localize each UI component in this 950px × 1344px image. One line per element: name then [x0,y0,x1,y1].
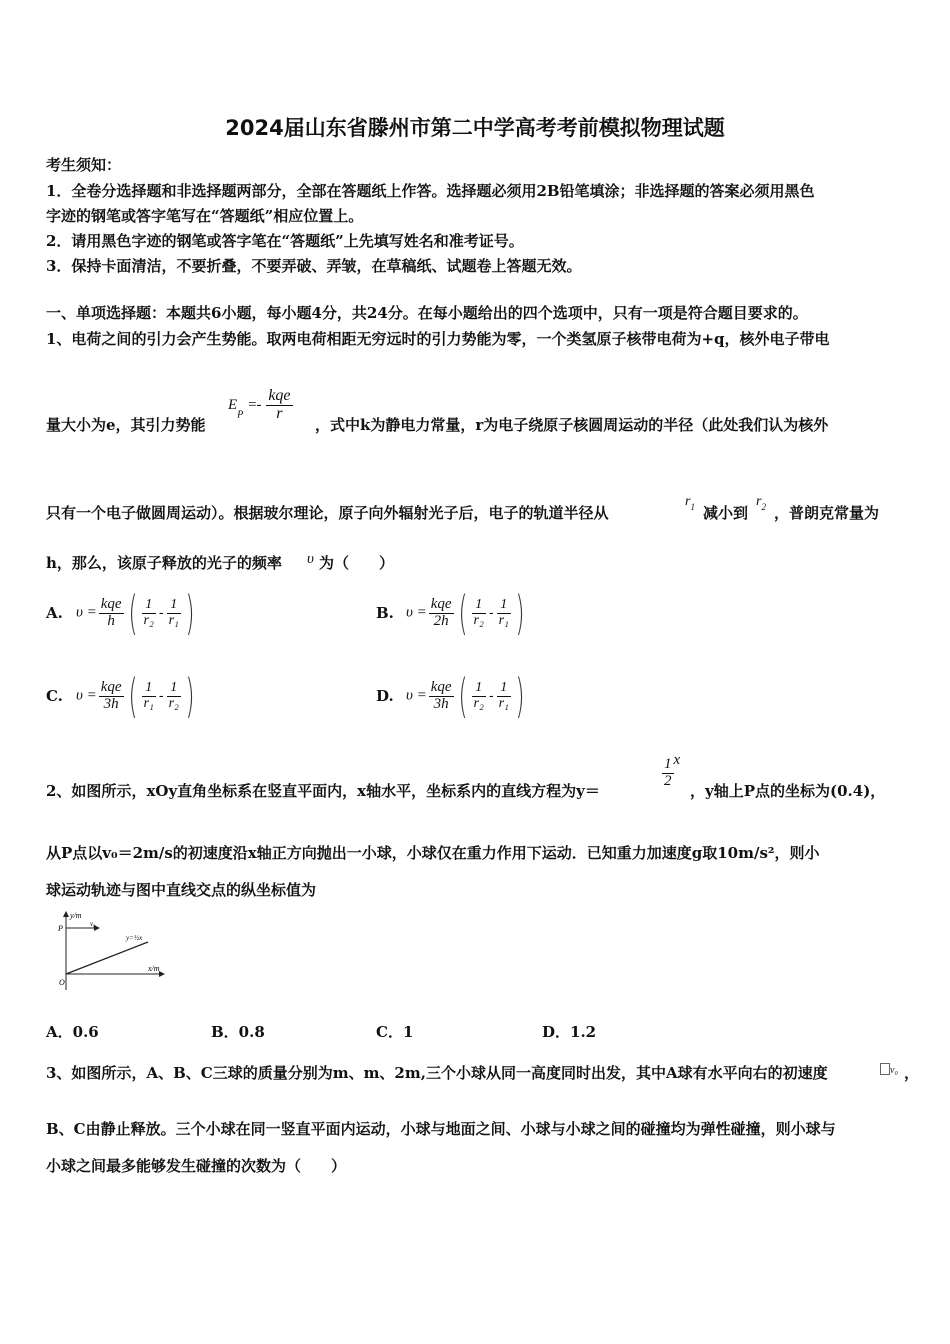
left-paren: ( [128,586,138,640]
notice-item-3: 3．保持卡面清洁，不要折叠，不要弄破、弄皱，在草稿纸、试题卷上答题无效。 [46,257,582,275]
q2-option-c[interactable]: C．1 [376,1023,414,1041]
right-paren: ) [185,586,195,640]
r2-symbol: $r_2$ [756,494,766,512]
section-heading: 一、单项选择题：本题共6小题，每小题4分，共24分。在每小题给出的四个选项中，只有一项是符合题目要求的。 [46,304,808,322]
point-p-label: P [58,924,63,933]
formula-eq: =- [248,396,262,413]
nu-symbol: υ [307,551,314,567]
r1-symbol: $r_1$ [685,494,695,512]
q1-option-a[interactable] [46,586,199,642]
q3-line1b: ， [904,1064,920,1082]
option-fraction: $\frac{\text{kqe}}{h}$ [100,595,122,629]
left-paren: ( [458,669,468,723]
notice-item-1-cont: 字迹的钢笔或答字笔写在“答题纸”相应位置上。 [46,207,364,225]
left-paren: ( [128,669,138,723]
q3-line3: 小球之间最多能够发生碰撞的次数为（ ） [46,1157,347,1175]
x-axis-arrow [159,971,165,977]
option-minus: - [488,688,494,704]
v0-label: v₀ [90,920,96,928]
option-fraction: $\frac{\text{kqe}}{3h}$ [100,678,122,712]
option-label: B. [376,604,394,622]
right-paren: ) [515,669,525,723]
q1-option-c[interactable] [46,669,199,725]
q1-line2a: 量大小为e，其引力势能 [46,416,206,434]
q1-line1: 1、电荷之间的引力会产生势能。取两电荷相距无穷远时的引力势能为零，一个类氢原子核带电荷为+q，核外电子带电 [46,330,830,348]
y-axis-label: y/m [70,911,82,920]
option-label: A. [46,604,63,622]
option-fraction: $\frac{\text{kqe}}{2h}$ [430,595,452,629]
formula-lhs: E [228,396,238,413]
option-term-1: $\frac{1}{\text{r₁}}$ [143,679,154,711]
notice-item-1: 1．全卷分选择题和非选择题两部分，全部在答题纸上作答。选择题必须用2B铅笔填涂；非选择题的答案必须用黑色 [46,182,815,200]
option-term-2: $\frac{1}{\text{r₁}}$ [168,596,179,628]
q1-line4b: 为（ ） [319,554,395,572]
q2-option-b[interactable]: B．0.8 [211,1023,265,1041]
q2-option-d[interactable]: D．1.2 [542,1023,597,1041]
option-label: C. [46,687,63,705]
option-minus: - [488,605,494,621]
right-paren: ) [185,669,195,723]
option-nu: υ = [406,604,427,621]
option-term-1: $\frac{1}{\text{r₂}}$ [473,596,484,628]
formula-num: kqe [268,387,291,404]
line-y-half-x [66,942,148,974]
q2-coordinate-figure [52,908,172,998]
y-axis-arrow [63,911,69,917]
q1-potential-formula [228,388,293,423]
option-term-1: $\frac{1}{\text{r₂}}$ [473,679,484,711]
option-minus: - [158,688,164,704]
q1-line3b: 减小到 [703,504,749,522]
q2-line2: 从P点以v₀＝2m/s的初速度沿x轴正方向抛出一小球，小球仅在重力作用下运动．已知重力加速度g取10m/s²，则小 [46,844,820,862]
option-fraction: $\frac{\text{kqe}}{3h}$ [430,678,452,712]
option-term-2: $\frac{1}{\text{r₂}}$ [168,679,179,711]
q2-option-a[interactable]: A．0.6 [46,1023,99,1041]
notice-item-2: 2．请用黑色字迹的钢笔或答字笔在“答题纸”上先填写姓名和准考证号。 [46,232,524,250]
notice-heading: 考生须知： [46,156,122,174]
q3-line2: B、C由静止释放。三个小球在同一竖直平面内运动，小球与地面之间、小球与小球之间的碰撞均为弹性碰撞，则小球与 [46,1120,836,1138]
option-nu: υ = [76,604,97,621]
option-nu: υ = [406,687,427,704]
q2-line3: 球运动轨迹与图中直线交点的纵坐标值为 [46,881,317,899]
origin-label: O [59,978,65,987]
q1-line4a: h，那么，该原子释放的光子的频率 [46,554,282,572]
page-title: 2024届山东省滕州市第二中学高考考前模拟物理试题 [225,116,725,140]
line-label: y=½x [126,934,143,942]
q1-line3c: ，普朗克常量为 [774,504,880,522]
q3-line1a: 3、如图所示，A、B、C三球的质量分别为m、m、2m,三个小球从同一高度同时出发，其中A球有水平向右的初速度 [46,1064,828,1082]
option-term-1: $\frac{1}{\text{r₂}}$ [143,596,154,628]
q1-line3a: 只有一个电子做圆周运动）。根据玻尔理论，原子向外辐射光子后，电子的轨道半径从 [46,504,609,522]
right-paren: ) [515,586,525,640]
option-minus: - [158,605,164,621]
formula-fraction [266,388,292,423]
q1-option-d[interactable] [376,669,529,725]
q2-line-equation: $\frac{1}{2}$ x [664,752,681,789]
q2-line1a: 2、如图所示，xOy直角坐标系在竖直平面内，x轴水平，坐标系内的直线方程为y＝ [46,782,600,800]
option-term-2: $\frac{1}{\text{r₁}}$ [498,679,509,711]
formula-den: r [276,404,283,422]
option-nu: υ = [76,687,97,704]
option-label: D. [376,687,394,705]
q1-option-b[interactable] [376,586,529,642]
formula-sub: P [237,409,244,421]
q2-line1b: ，y轴上P点的坐标为(0.4)， [690,782,886,800]
x-axis-label: x/m [148,964,160,973]
q1-line2b: ，式中k为静电力常量，r为电子绕原子核圆周运动的半径（此处我们认为核外 [315,416,829,434]
q3-v0: v₀ [880,1058,898,1077]
option-term-2: $\frac{1}{\text{r₁}}$ [498,596,509,628]
left-paren: ( [458,586,468,640]
